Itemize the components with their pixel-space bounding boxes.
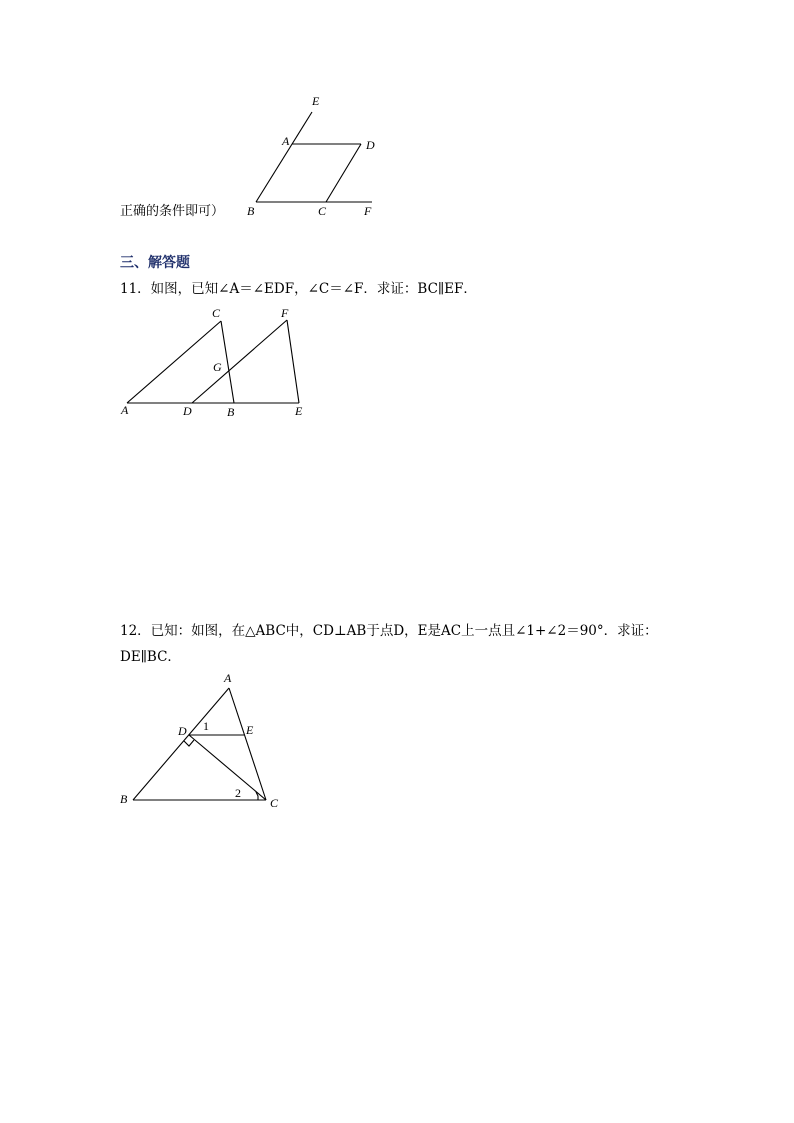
q12-line-DC: [189, 735, 266, 800]
q12-line-BA: [133, 688, 229, 800]
q12-label-angle1: 1: [203, 719, 209, 733]
q10-label-C: C: [318, 204, 327, 218]
q12-label-D: D: [178, 724, 187, 738]
q12-label-C: C: [270, 796, 279, 810]
q12-label-A: A: [224, 671, 232, 685]
section-title: 三、解答题: [120, 255, 190, 271]
q11-label-G: G: [213, 360, 222, 374]
q12-label-E: E: [246, 723, 254, 737]
q12-text-line1: 12．已知：如图，在△ABC中，CD⊥AB于点D，E是AC上一点且∠1+∠2＝90°．求证：: [120, 623, 658, 639]
q12-text-line2: DE∥BC．: [120, 649, 181, 665]
q11-label-E: E: [295, 404, 303, 418]
q12-label-B: B: [120, 792, 128, 806]
q12-line-AC: [229, 688, 266, 800]
q10-label-A: A: [282, 134, 290, 148]
q10-label-B: B: [247, 204, 255, 218]
q12-label-angle2: 2: [235, 786, 241, 800]
q11-label-D: D: [183, 404, 192, 418]
q10-label-E: E: [312, 94, 320, 108]
q10-label-D: D: [366, 138, 375, 152]
q11-label-C: C: [212, 306, 221, 320]
q11-label-B: B: [227, 405, 235, 419]
q11-label-A: A: [121, 403, 129, 417]
q10-label-F: F: [364, 204, 372, 218]
q11-text: 11．如图，已知∠A＝∠EDF，∠C＝∠F．求证：BC∥EF．: [120, 281, 477, 297]
q12-right-angle-mark: [184, 740, 194, 746]
q11-label-F: F: [281, 306, 289, 320]
q10-tail-text: 正确的条件即可）: [120, 204, 225, 219]
